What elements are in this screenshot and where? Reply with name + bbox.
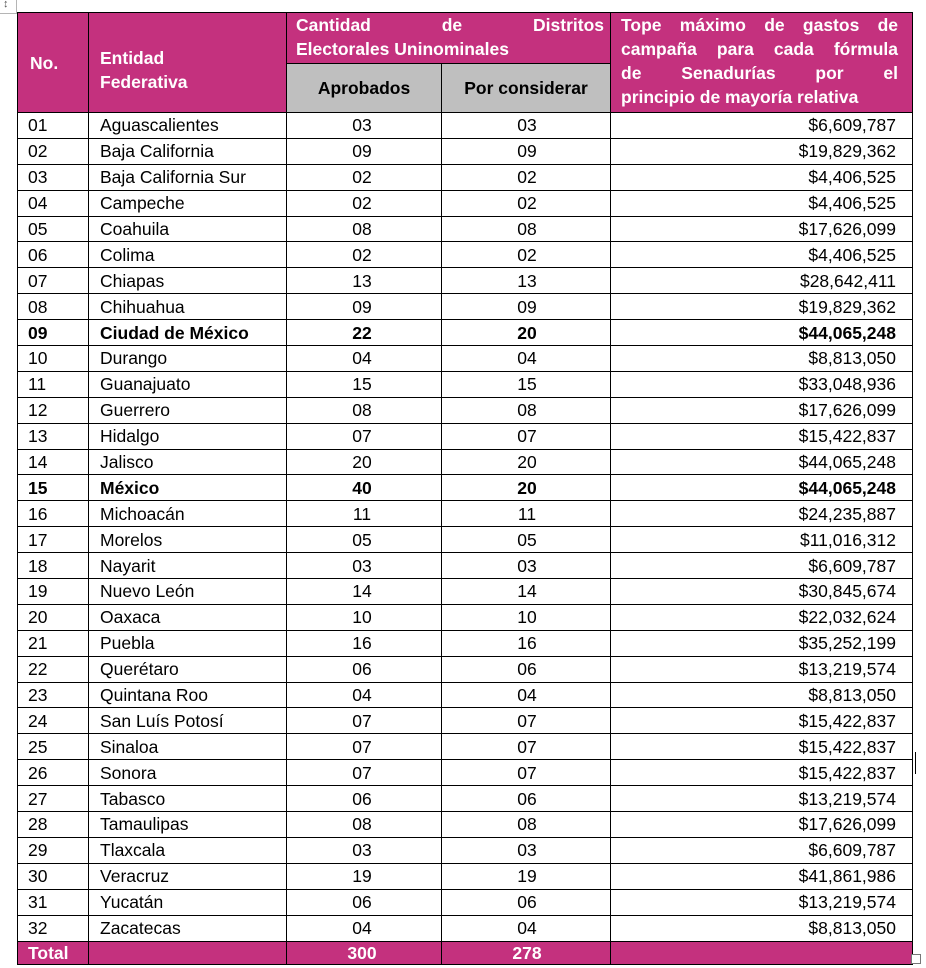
row-aprobados: 03 <box>287 113 442 139</box>
row-entidad: Hidalgo <box>89 423 287 449</box>
table-row <box>18 397 913 423</box>
table-row <box>18 734 913 760</box>
row-entidad: Tabasco <box>89 786 287 812</box>
row-aprobados: 20 <box>287 449 442 475</box>
row-aprobados: 09 <box>287 294 442 320</box>
row-tope: $17,626,099 <box>611 216 913 242</box>
table-row <box>18 812 913 838</box>
row-entidad: Colima <box>89 242 287 268</box>
row-aprobados: 19 <box>287 863 442 889</box>
table-row <box>18 164 913 190</box>
row-por-considerar: 02 <box>442 190 611 216</box>
row-tope: $4,406,525 <box>611 164 913 190</box>
table-row <box>18 915 913 941</box>
row-aprobados: 07 <box>287 760 442 786</box>
table-row <box>18 268 913 294</box>
row-no: 15 <box>18 475 89 501</box>
row-no: 18 <box>18 553 89 579</box>
row-por-considerar: 03 <box>442 113 611 139</box>
header-tope-line2: campaña para cada fórmula <box>621 39 898 59</box>
header-tope <box>611 13 913 113</box>
row-no: 22 <box>18 656 89 682</box>
row-aprobados: 03 <box>287 837 442 863</box>
row-tope: $13,219,574 <box>611 786 913 812</box>
table-row <box>18 242 913 268</box>
row-no: 24 <box>18 708 89 734</box>
row-entidad: Baja California <box>89 138 287 164</box>
table-row <box>18 371 913 397</box>
row-no: 17 <box>18 527 89 553</box>
row-por-considerar: 04 <box>442 682 611 708</box>
row-entidad: Nuevo León <box>89 579 287 605</box>
row-por-considerar: 07 <box>442 734 611 760</box>
row-entidad: Tlaxcala <box>89 837 287 863</box>
row-por-considerar: 08 <box>442 397 611 423</box>
table-row <box>18 656 913 682</box>
row-no: 05 <box>18 216 89 242</box>
row-por-considerar: 06 <box>442 889 611 915</box>
row-tope: $4,406,525 <box>611 242 913 268</box>
row-entidad: Michoacán <box>89 501 287 527</box>
table-row <box>18 449 913 475</box>
row-aprobados: 04 <box>287 346 442 372</box>
total-row <box>18 941 913 964</box>
header-cantidad <box>287 13 611 64</box>
header-aprobados: Aprobados <box>287 64 442 113</box>
table-row <box>18 837 913 863</box>
row-entidad: Nayarit <box>89 553 287 579</box>
row-aprobados: 22 <box>287 320 442 346</box>
row-entidad: Guerrero <box>89 397 287 423</box>
row-no: 20 <box>18 604 89 630</box>
row-no: 02 <box>18 138 89 164</box>
row-entidad: Jalisco <box>89 449 287 475</box>
row-no: 31 <box>18 889 89 915</box>
row-no: 32 <box>18 915 89 941</box>
row-aprobados: 02 <box>287 190 442 216</box>
row-entidad: Tamaulipas <box>89 812 287 838</box>
header-entidad-line1: Entidad <box>100 47 165 68</box>
row-entidad: Querétaro <box>89 656 287 682</box>
table-row <box>18 604 913 630</box>
row-no: 08 <box>18 294 89 320</box>
row-no: 01 <box>18 113 89 139</box>
row-entidad: Baja California Sur <box>89 164 287 190</box>
table-row <box>18 708 913 734</box>
row-por-considerar: 20 <box>442 320 611 346</box>
row-entidad: Veracruz <box>89 863 287 889</box>
total-por-considerar: 278 <box>442 941 611 964</box>
table-row <box>18 682 913 708</box>
row-aprobados: 06 <box>287 656 442 682</box>
row-por-considerar: 10 <box>442 604 611 630</box>
header-tope-line1: Tope máximo de gastos de <box>621 15 898 35</box>
table-row <box>18 423 913 449</box>
row-aprobados: 03 <box>287 553 442 579</box>
row-por-considerar: 19 <box>442 863 611 889</box>
row-entidad: Quintana Roo <box>89 682 287 708</box>
row-tope: $15,422,837 <box>611 734 913 760</box>
row-por-considerar: 14 <box>442 579 611 605</box>
row-no: 21 <box>18 630 89 656</box>
row-aprobados: 07 <box>287 734 442 760</box>
table-row <box>18 113 913 139</box>
row-no: 25 <box>18 734 89 760</box>
row-no: 23 <box>18 682 89 708</box>
row-por-considerar: 09 <box>442 138 611 164</box>
row-por-considerar: 16 <box>442 630 611 656</box>
row-entidad: Morelos <box>89 527 287 553</box>
row-entidad: México <box>89 475 287 501</box>
row-aprobados: 08 <box>287 397 442 423</box>
row-tope: $6,609,787 <box>611 553 913 579</box>
row-entidad: Oaxaca <box>89 604 287 630</box>
row-aprobados: 40 <box>287 475 442 501</box>
row-no: 06 <box>18 242 89 268</box>
row-no: 29 <box>18 837 89 863</box>
row-entidad: Campeche <box>89 190 287 216</box>
header-no: No. <box>18 13 89 113</box>
row-no: 27 <box>18 786 89 812</box>
row-entidad: Chihuahua <box>89 294 287 320</box>
table-row <box>18 786 913 812</box>
row-tope: $35,252,199 <box>611 630 913 656</box>
row-entidad: Puebla <box>89 630 287 656</box>
row-tope: $28,642,411 <box>611 268 913 294</box>
row-por-considerar: 07 <box>442 423 611 449</box>
row-tope: $8,813,050 <box>611 346 913 372</box>
row-por-considerar: 03 <box>442 553 611 579</box>
row-tope: $44,065,248 <box>611 320 913 346</box>
row-tope: $44,065,248 <box>611 449 913 475</box>
total-label: Total <box>18 941 89 964</box>
row-tope: $19,829,362 <box>611 138 913 164</box>
row-por-considerar: 04 <box>442 915 611 941</box>
table-row <box>18 501 913 527</box>
row-por-considerar: 15 <box>442 371 611 397</box>
row-tope: $41,861,986 <box>611 863 913 889</box>
header-entidad <box>89 13 287 113</box>
row-tope: $8,813,050 <box>611 682 913 708</box>
row-tope: $15,422,837 <box>611 423 913 449</box>
row-aprobados: 04 <box>287 682 442 708</box>
header-cantidad-line2: Electorales Uninominales <box>296 39 509 59</box>
table-row <box>18 527 913 553</box>
row-entidad: San Luís Potosí <box>89 708 287 734</box>
row-aprobados: 08 <box>287 812 442 838</box>
row-aprobados: 15 <box>287 371 442 397</box>
row-no: 04 <box>18 190 89 216</box>
row-aprobados: 16 <box>287 630 442 656</box>
table-row <box>18 320 913 346</box>
districts-table <box>17 12 913 965</box>
table-row <box>18 346 913 372</box>
row-entidad: Sinaloa <box>89 734 287 760</box>
row-aprobados: 04 <box>287 915 442 941</box>
table-row <box>18 475 913 501</box>
total-aprobados: 300 <box>287 941 442 964</box>
row-tope: $24,235,887 <box>611 501 913 527</box>
row-por-considerar: 02 <box>442 164 611 190</box>
header-por-considerar: Por considerar <box>442 64 611 113</box>
row-aprobados: 06 <box>287 889 442 915</box>
row-aprobados: 07 <box>287 708 442 734</box>
row-entidad: Sonora <box>89 760 287 786</box>
table-row <box>18 553 913 579</box>
table-row <box>18 216 913 242</box>
row-no: 03 <box>18 164 89 190</box>
row-entidad: Guanajuato <box>89 371 287 397</box>
text-cursor <box>915 752 916 774</box>
row-por-considerar: 06 <box>442 656 611 682</box>
row-entidad: Yucatán <box>89 889 287 915</box>
header-tope-line3: de Senadurías por el <box>621 63 898 83</box>
table-row <box>18 760 913 786</box>
row-tope: $13,219,574 <box>611 656 913 682</box>
row-aprobados: 09 <box>287 138 442 164</box>
row-aprobados: 13 <box>287 268 442 294</box>
row-por-considerar: 07 <box>442 760 611 786</box>
row-tope: $15,422,837 <box>611 708 913 734</box>
header-tope-line4: principio de mayoría relativa <box>621 87 859 107</box>
row-aprobados: 11 <box>287 501 442 527</box>
total-tope <box>611 941 913 964</box>
table-anchor-handle[interactable] <box>0 0 17 14</box>
row-tope: $11,016,312 <box>611 527 913 553</box>
header-entidad-line2: Federativa <box>100 71 188 92</box>
row-tope: $33,048,936 <box>611 371 913 397</box>
row-aprobados: 08 <box>287 216 442 242</box>
table-row <box>18 190 913 216</box>
row-tope: $17,626,099 <box>611 812 913 838</box>
row-por-considerar: 02 <box>442 242 611 268</box>
row-por-considerar: 13 <box>442 268 611 294</box>
table-row <box>18 579 913 605</box>
table-resize-handle[interactable] <box>911 954 921 964</box>
row-tope: $22,032,624 <box>611 604 913 630</box>
row-por-considerar: 04 <box>442 346 611 372</box>
table-row <box>18 889 913 915</box>
row-entidad: Zacatecas <box>89 915 287 941</box>
row-tope: $8,813,050 <box>611 915 913 941</box>
row-no: 10 <box>18 346 89 372</box>
row-no: 13 <box>18 423 89 449</box>
row-entidad: Durango <box>89 346 287 372</box>
row-tope: $44,065,248 <box>611 475 913 501</box>
row-aprobados: 06 <box>287 786 442 812</box>
table-row <box>18 863 913 889</box>
row-por-considerar: 05 <box>442 527 611 553</box>
header-cantidad-line1: Cantidad de Distritos <box>296 15 604 35</box>
row-por-considerar: 20 <box>442 475 611 501</box>
row-no: 16 <box>18 501 89 527</box>
row-aprobados: 14 <box>287 579 442 605</box>
row-tope: $15,422,837 <box>611 760 913 786</box>
table-row <box>18 294 913 320</box>
row-tope: $30,845,674 <box>611 579 913 605</box>
row-no: 30 <box>18 863 89 889</box>
row-tope: $6,609,787 <box>611 113 913 139</box>
row-por-considerar: 20 <box>442 449 611 475</box>
row-aprobados: 02 <box>287 242 442 268</box>
row-aprobados: 02 <box>287 164 442 190</box>
anchor-arrows-icon: ↕ <box>3 0 9 10</box>
row-no: 12 <box>18 397 89 423</box>
row-no: 28 <box>18 812 89 838</box>
row-por-considerar: 08 <box>442 812 611 838</box>
row-por-considerar: 11 <box>442 501 611 527</box>
row-tope: $17,626,099 <box>611 397 913 423</box>
row-entidad: Aguascalientes <box>89 113 287 139</box>
row-entidad: Chiapas <box>89 268 287 294</box>
row-tope: $6,609,787 <box>611 837 913 863</box>
total-empty-cell <box>89 941 287 964</box>
row-por-considerar: 06 <box>442 786 611 812</box>
row-aprobados: 05 <box>287 527 442 553</box>
row-por-considerar: 07 <box>442 708 611 734</box>
row-aprobados: 10 <box>287 604 442 630</box>
row-tope: $4,406,525 <box>611 190 913 216</box>
table-row <box>18 630 913 656</box>
table-body <box>18 113 913 942</box>
row-aprobados: 07 <box>287 423 442 449</box>
row-no: 09 <box>18 320 89 346</box>
table-row <box>18 138 913 164</box>
row-entidad: Ciudad de México <box>89 320 287 346</box>
row-tope: $13,219,574 <box>611 889 913 915</box>
row-por-considerar: 09 <box>442 294 611 320</box>
row-por-considerar: 08 <box>442 216 611 242</box>
row-no: 07 <box>18 268 89 294</box>
row-por-considerar: 03 <box>442 837 611 863</box>
row-no: 11 <box>18 371 89 397</box>
row-tope: $19,829,362 <box>611 294 913 320</box>
row-entidad: Coahuila <box>89 216 287 242</box>
row-no: 26 <box>18 760 89 786</box>
row-no: 14 <box>18 449 89 475</box>
row-no: 19 <box>18 579 89 605</box>
